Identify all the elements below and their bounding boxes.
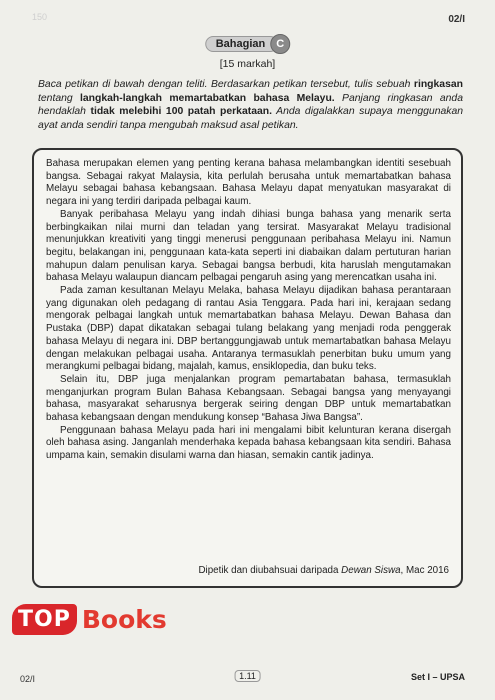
marks-allocation: [15 markah] [219, 58, 276, 70]
passage-paragraph: Penggunaan bahasa Melayu pada hari ini mengalami bibit kelunturan kerana disergah oleh bahasa asing. Janganlah menderhaka kepada bahasa kebangsaan kita sendiri. Bahasa umpama kain, semakin disulami warna dan hiasan, semakin cantik jadinya. [46, 424, 451, 462]
passage-paragraph: Bahasa merupakan elemen yang penting kerana bahasa melambangkan identiti sesebuah bangsa. Sebagai rakyat Malaysia, kita perlulah berusaha untuk memartabatkan bahasa Melayu sebagai bahasa kebangsaan. Bahasa Melayu dapat menyatukan masyarakat di negara ini yang terdiri daripada pelbagai kaum. [46, 158, 451, 208]
instructions-text-2: tentang [38, 92, 80, 104]
passage-paragraph: Selain itu, DBP juga menjalankan program pemartabatan bahasa, termasuklah menganjurkan program Bulan Bahasa Kebangsaan. Sebagai bangsa yang menyayangi bahasa, masyarakat seharusnya bergerak seiring dengan DBP untuk memartabatkan bahasa kebangsaan dengan mendukung konsep “Bahasa Jiwa Bangsa”. [46, 373, 451, 424]
instructions-text-4: Anda digalakkan supaya menggunakan ayat anda sendiri tanpa mengubah maksud asal petikan. [38, 106, 464, 131]
passage-source [198, 565, 449, 576]
footer-set-label: Set I – UPSA [410, 672, 465, 682]
section-label: Bahagian [205, 36, 279, 52]
passage-box [32, 148, 463, 588]
logo-books-text: Books [81, 605, 167, 634]
instructions-text-1: Baca petikan di bawah dengan teliti. Berdasarkan petikan tersebut, tulis sebuah [38, 79, 414, 90]
section-heading [205, 34, 291, 54]
source-suffix: , Mac 2016 [400, 565, 449, 576]
footer-left-code: 02/I [20, 674, 36, 684]
instructions-bold-2: langkah-langkah memartabatkan bahasa Melayu. [80, 92, 335, 104]
instructions-bold-1: ringkasan [413, 79, 463, 90]
section-letter-badge: C [270, 34, 290, 54]
page-code: 02/I [448, 14, 465, 25]
topbooks-logo [12, 604, 167, 635]
logo-top-text: TOP [12, 604, 77, 635]
instructions [38, 78, 463, 132]
instructions-bold-3: tidak melebihi 100 patah perkataan. [90, 106, 272, 118]
passage-paragraph: Pada zaman kesultanan Melayu Melaka, bahasa Melayu dijadikan bahasa perantaraan yang digunakan oleh pedagang di rantau Asia Tenggara. Pada hari ini, kerajaan sedang mengorak pelbagai langkah untuk memartabatkan bahasa Melayu. Dewan Bahasa dan Pustaka (DBP) dapat dikatakan sebagai tulang belakang yang menjadi roda penggerak bahasa Melayu di negara ini. DBP bertanggungjawab untuk memartabatkan bahasa Melayu dengan melakukan pelbagai usaha. Antaranya termasuklah penerbitan buku umum yang merangkumi pelbagai bidang, majalah, kamus, ensiklopedia, dan buku teks. [46, 285, 451, 373]
source-title: Dewan Siswa [341, 565, 401, 576]
passage-paragraph: Banyak peribahasa Melayu yang indah dihiasi bunga bahasa yang menarik serta berbingkaikan nilai murni dan teladan yang tersirat. Masyarakat Melayu tradisional menunjukkan kreativiti yang tinggi menerusi penggunaan peribahasa Melayu ini. Namun begitu, belakangan ini, penggunaan kata-kata seperti ini diabaikan dalam pertuturan harian mahupun dalam penulisan karya. Sebagai bangsa berbudi, kita haruslah mengutamakan bahasa Melayu walaupun diancam pelbagai pengaruh asing yang merencatkan usaha ini. [46, 208, 451, 284]
source-prefix: Dipetik dan diubahsuai daripada [198, 565, 342, 576]
footer-page-number: 1.11 [234, 670, 261, 682]
instructions-text-3: Panjang ringkasan anda hendaklah [38, 92, 463, 118]
faint-page-code: 150 [32, 12, 48, 22]
